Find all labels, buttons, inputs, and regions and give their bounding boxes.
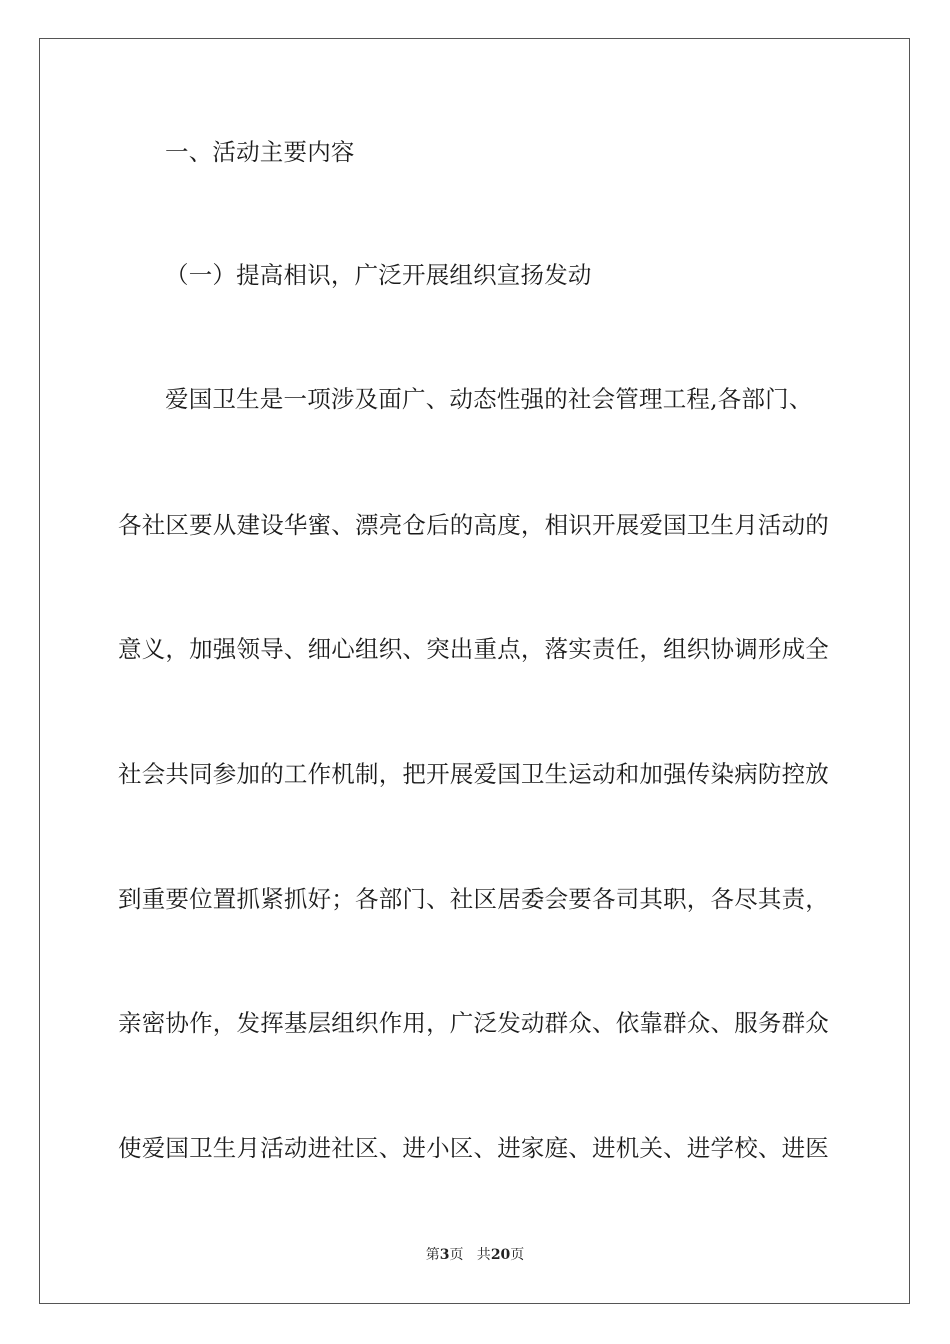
paragraph-line-4: 社会共同参加的工作机制，把开展爱国卫生运动和加强传染病防控放 [118,760,829,788]
paragraph-line-5: 到重要位置抓紧抓好；各部门、社区居委会要各司其职，各尽其责， [118,885,829,913]
paragraph-line-1: 爱国卫生是一项涉及面广、动态性强的社会管理工程,各部门、 [165,385,813,413]
page-suffix: 页 [510,1247,525,1263]
subsection-heading: （一）提高相识，广泛开展组织宣扬发动 [165,261,592,289]
section-heading: 一、活动主要内容 [165,138,355,166]
current-page-number: 3 [439,1247,450,1263]
page-border [39,38,910,1304]
paragraph-line-3: 意义，加强领导、细心组织、突出重点，落实责任，组织协调形成全 [118,635,829,663]
page-number-footer [0,1246,950,1264]
page-mid-text: 页 共 [449,1247,491,1263]
paragraph-line-2: 各社区要从建设华蜜、漂亮仓后的高度，相识开展爱国卫生月活动的 [118,511,829,539]
paragraph-line-7: 使爱国卫生月活动进社区、进小区、进家庭、进机关、进学校、进医 [118,1134,829,1162]
paragraph-line-6: 亲密协作，发挥基层组织作用，广泛发动群众、依靠群众、服务群众 [118,1009,829,1037]
page-prefix: 第 [425,1247,440,1263]
total-pages-number: 20 [490,1247,511,1263]
